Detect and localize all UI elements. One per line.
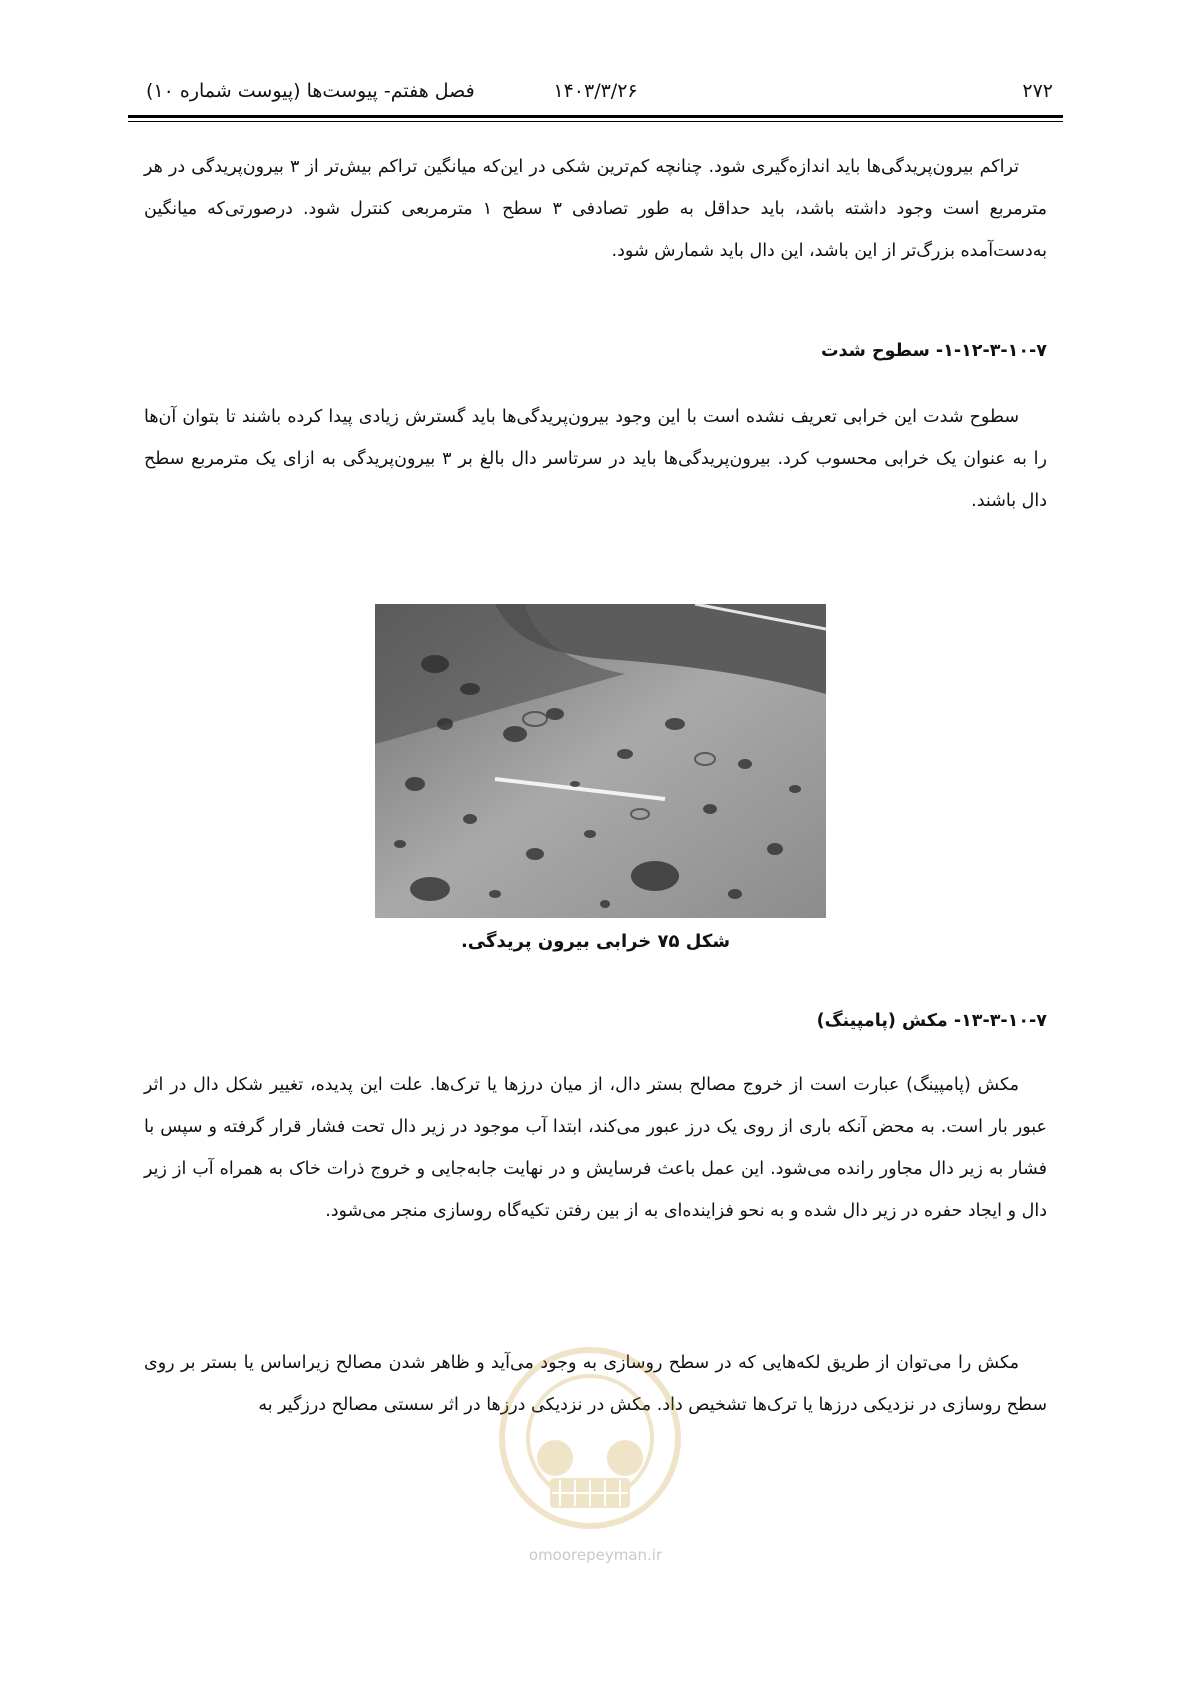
section-heading-severity: ۱-۱۲-۳-۱۰-۷- سطوح شدت [820,341,1047,361]
chapter-title: فصل هفتم- پیوست‌ها (پیوست شماره ۱۰) [146,80,475,102]
header-rule-thin [128,121,1063,122]
paragraph-density: تراکم بیرون‌پریدگی‌ها باید اندازه‌گیری شود. چنانچه کم‌ترین شکی در این‌که میانگین تراکم بیش‌تر از ۳ بیرون‌پریدگی در هر مترمربع است وجود داشته باشد، باید حداقل به طور تصادفی ۳ سطح ۱ مترمربعی کنترل شود. درصورتی‌که میانگین به‌دست‌آمده بزرگ‌تر از این باشد، این دال باید شمارش شود. [144,157,1047,261]
header-rule-thick [128,115,1063,118]
page-header [128,76,1063,106]
header-date: ۱۴۰۳/۳/۲۶ [553,80,638,102]
figure-popout-photo [375,604,826,918]
watermark-url: omoorepeyman.ir [528,1546,663,1564]
section-heading-pumping: ۱۳-۳-۱۰-۷- مکش (پامپینگ) [816,1011,1047,1031]
paragraph-pumping-definition: مکش (پامپینگ) عبارت است از خروج مصالح بستر دال، از میان درزها یا ترک‌ها. علت این پدیده، تغییر شکل دال در اثر عبور بار است. به محض آنکه باری از روی یک درز عبور می‌کند، ابتدا آب موجود در زیر دال تحت فشار قرار گرفته و سپس با فشار به زیر دال مجاور رانده می‌شود. این عمل باعث فرسایش و در نهایت جابه‌جایی و خروج ذرات خاک به همراه آب از زیر دال و ایجاد حفره در زیر دال شده و به نحو فزاینده‌ای به از بین رفتن تکیه‌گاه روسازی منجر می‌شود. [144,1075,1047,1221]
figure-caption: شکل ۷۵ خرابی بیرون پریدگی. [460,931,731,952]
paragraph-severity: سطوح شدت این خرابی تعریف نشده است با این وجود بیرون‌پریدگی‌ها باید گسترش زیادی پیدا کرده باشند تا بتوان آن‌ها را به عنوان یک خرابی محسوب کرد. بیرون‌پریدگی‌ها باید در سرتاسر دال بالغ بر ۳ بیرون‌پریدگی به ازای یک مترمربع سطح دال باشند. [144,407,1047,511]
pavement-photo-image [375,604,826,918]
paragraph-pumping-detection: مکش را می‌توان از طریق لکه‌هایی که در سطح روسازی به وجود می‌آید و ظاهر شدن مصالح زیراساس یا بستر بر روی سطح روسازی در نزدیکی درزها یا ترک‌ها تشخیص داد. مکش در نزدیکی درزها در اثر سستی مصالح درزگیر به [144,1353,1047,1415]
page-number: ۲۷۲ [1022,80,1053,102]
